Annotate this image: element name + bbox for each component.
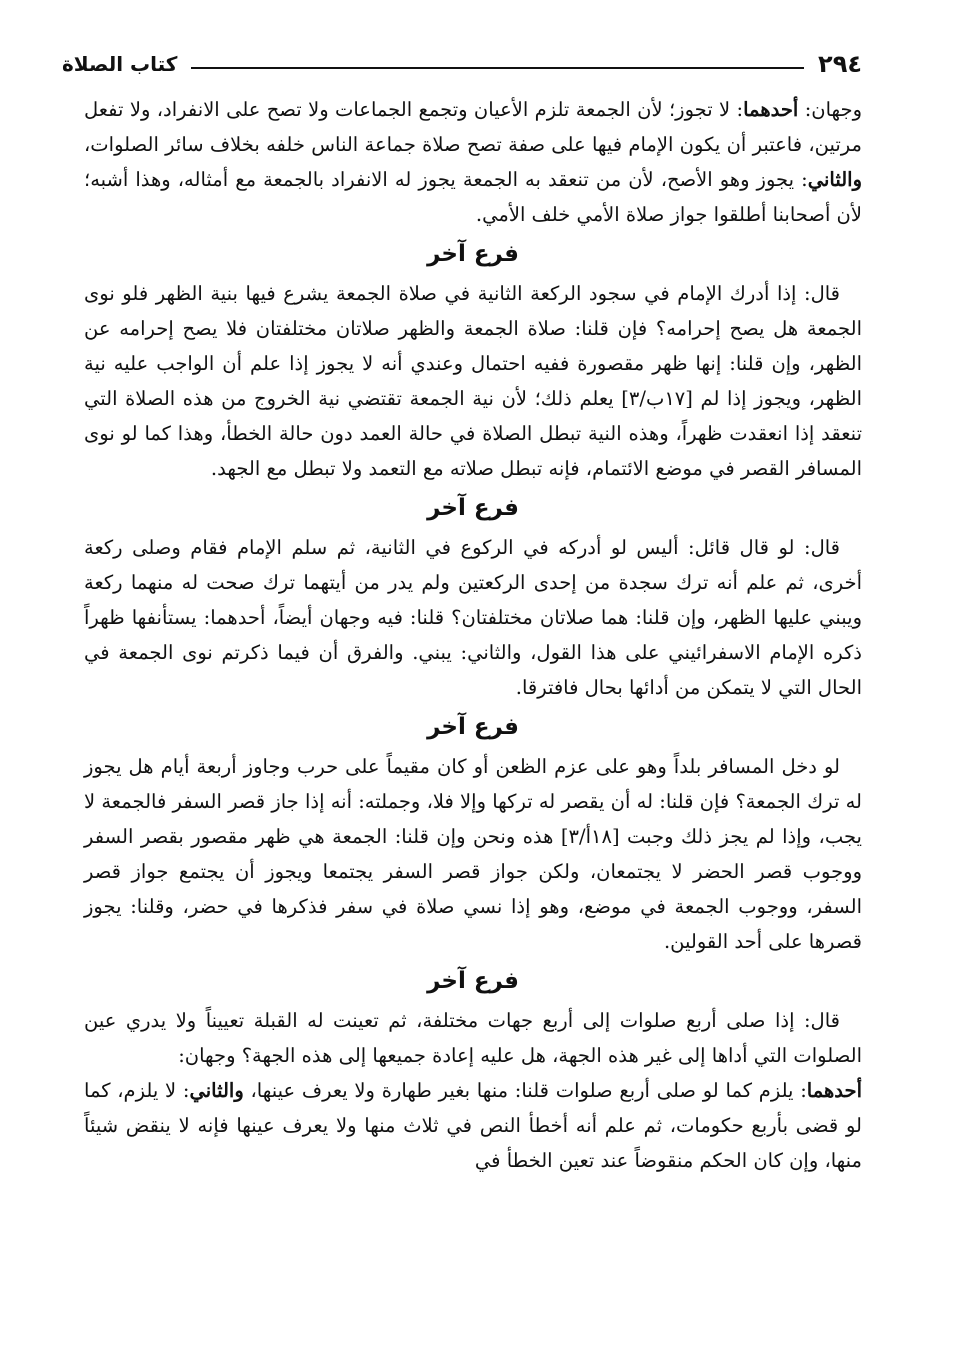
section-heading: فرع آخر <box>427 495 519 521</box>
running-title: كتاب الصلاة <box>62 52 178 76</box>
paragraph <box>84 276 862 486</box>
paragraph <box>84 749 862 959</box>
text-run: قال: إذا أدرك الإمام في سجود الركعة الثانية في صلاة الجمعة يشرع فيها بنية الظهر فلو نوى الجمعة هل يصح إحرامه؟ فإن قلنا: صلاة الجمعة والظهر صلاتان مختلفتان فلا يصح إحرامه عن الظهر، وإن قلنا: إنها ظهر مقصورة ففيه احتمال وعندي أنه لا يجوز إذا علم أن الواجب عليه نية الظهر، ويجوز إذا لم [١٧ب/٣] يعلم ذلك؛ لأن نية الجمعة تقتضي نية الخروج من هذه الصلاة التي تنعقد إذا انعقدت ظهراً، وهذه النية تبطل الصلاة في حالة العمد دون حالة الخطأ، وهذا كما لو نوى المسافر القصر في موضع الائتمام، فإنه تبطل صلاته مع التعمد ولا تبطل مع الجهد. <box>84 282 862 480</box>
text-run: قال: لو قال قائل: أليس لو أدركه في الركوع في الثانية، ثم سلم الإمام فقام وصلى ركعة أخرى، ثم علم أنه ترك سجدة من إحدى الركعتين ولم يدر من أيتهما ترك صحت له منهما ركعة ويبني عليها الظهر، وإن قلنا: هما صلاتان مختلفتان؟ قلنا: فيه وجهان أيضاً، أحدهما: يستأنفها ظهراً ذكره الإمام الاسفرائيني على هذا القول، والثاني: يبني. والفرق أن فيما ذكرتم نوى الجمعة في الحال التي لا يتمكن من أدائها بحال فافترقا. <box>84 536 862 699</box>
header-rule <box>191 67 804 69</box>
text-run: : لا تجوز؛ لأن الجمعة تلزم الأعيان وتجمع الجماعات ولا تصح على الانفراد، ولا تفعل مرتين، فاعتبر أن يكون الإمام فيها على صفة تصح صلاة جماعة الناس خلفه بخلاف سائر الصلوات، <box>84 98 862 156</box>
text-run: : يجوز وهو الأصح، لأن من تنعقد به الجمعة يجوز له الانفراد بالجمعة مع أمثاله، وهذا أشبه؛ لأن أصحابنا أطلقوا جواز صلاة الأمي خلف الأمي. <box>84 168 862 226</box>
paragraph <box>84 1073 862 1178</box>
paragraph <box>84 530 862 705</box>
section-heading: فرع آخر <box>427 714 519 740</box>
bold-term: والثاني <box>189 1079 244 1102</box>
page-body <box>84 92 862 1178</box>
text-run: قال: إذا صلى أربع صلوات إلى أربع جهات مختلفة، ثم تعينت له القبلة تعييناً ولا يدري عين الصلوات التي أداها إلى غير هذه الجهة، هل عليه إعادة جميعها إلى هذه الجهة؟ وجهان: <box>84 1009 862 1067</box>
text-run: : يلزم كما لو صلى أربع صلوات قلنا: منها بغير طهارة ولا يعرف عينها، <box>243 1079 807 1102</box>
page-header <box>62 44 862 84</box>
text-run: لو دخل المسافر بلداً وهو على عزم الظعن أو كان مقيماً على حرب وجاوز أربعة أيام هل يجوز له ترك الجمعة؟ فإن قلنا: له أن يقصر له تركها وإلا فلا، وجملته: أنه إذا جاز قصر السفر فالجمعة لا يجب، وإذا لم يجز ذلك وجبت [١٨أ/٣] هذه ونحن وإن قلنا: الجمعة هي ظهر مقصور بقصر السفر ووجوب قصر الحضر لا يجتمعان، ولكن جواز قصر السفر يجتمعا ويجوز أن يجتمع جواز قصر السفر، ووجوب الجمعة في موضع، وهو إذا نسي صلاة في سفر فذكرها في حضر، وقلنا: يجوز قصرها على أحد القولين. <box>84 755 862 953</box>
section-heading: فرع آخر <box>427 968 519 994</box>
text-run: : لا يلزم، كما لو قضى بأربع حكومات، ثم علم أنه أخطأ النص في ثلاث منها ولا يعرف عينها فإنه لا ينقض شيئاً منها، وإن كان الحكم منقوضاً عند تعين الخطأ في <box>84 1079 862 1172</box>
section-heading: فرع آخر <box>427 241 519 267</box>
page-number: ٢٩٤ <box>818 50 862 78</box>
bold-term: والثاني <box>807 168 862 191</box>
bold-term: أحدهما <box>743 98 799 121</box>
text-run: وجهان: <box>798 98 862 121</box>
paragraph <box>84 92 862 232</box>
paragraph <box>84 1003 862 1073</box>
bold-term: أحدهما <box>806 1079 863 1102</box>
